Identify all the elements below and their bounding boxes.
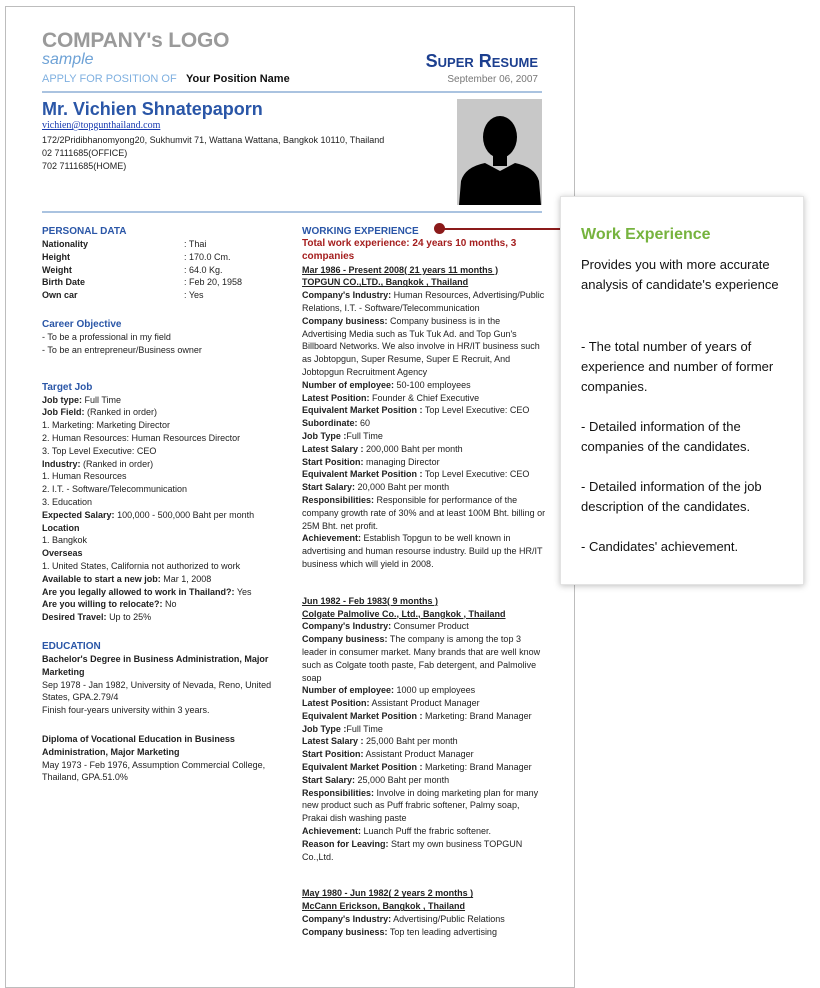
value: managing Director xyxy=(366,456,440,467)
value: Full Time xyxy=(346,723,383,734)
callout-dot-icon xyxy=(434,223,445,234)
target-industry xyxy=(42,458,282,471)
label: Equivalent Market Position : xyxy=(302,469,423,480)
total-experience: Total work experience: 24 years 10 months, 3 companies xyxy=(302,238,517,262)
label: Achievement: xyxy=(302,533,362,544)
target-overseas-label: Overseas xyxy=(42,548,83,559)
callout-connector xyxy=(440,228,562,230)
list-item: 3. Education xyxy=(42,496,93,507)
candidate-photo xyxy=(457,99,542,205)
resume-page xyxy=(5,6,575,988)
education-title: EDUCATION xyxy=(42,640,101,652)
career-objective-title: Career Objective xyxy=(42,318,122,330)
candidate-address: 172/2Pridibhanomyong20, Sukhumvit 71, Wattana Wattana, Bangkok 10110, Thailand xyxy=(42,135,385,145)
value: Establish Topgun to be well known in advertising and human resourse industry. Build up the HR/IT business which will yield in 2008. xyxy=(302,533,543,569)
job-field xyxy=(302,379,546,392)
target-overseas: 1. United States, California not authorized to work xyxy=(42,560,241,571)
job-field xyxy=(302,289,546,315)
job-field xyxy=(302,468,546,481)
target-job-type xyxy=(42,394,282,407)
label: Industry: xyxy=(42,458,81,469)
value: Mar 1, 2008 xyxy=(163,573,212,584)
education-detail: Sep 1978 - Jan 1982, University of Nevada, Reno, United States, GPA.2.79/4 xyxy=(42,679,272,703)
job-period: May 1980 - Jun 1982( 2 years 2 months ) xyxy=(302,888,474,899)
work-experience-callout xyxy=(560,196,804,585)
value: Assistant Product Manager xyxy=(371,698,480,709)
target-location-label: Location xyxy=(42,522,80,533)
value: Yes xyxy=(236,586,252,597)
label: Job type: xyxy=(42,394,83,405)
education-degree: Bachelor's Degree in Business Administration, Major Marketing xyxy=(42,653,269,677)
value: Marketing: Brand Manager xyxy=(425,762,532,773)
label: Latest Position: xyxy=(302,392,370,403)
label: Job Type : xyxy=(302,430,347,441)
label: Company business: xyxy=(302,315,388,326)
label: Company's Industry: xyxy=(302,914,392,925)
job-field xyxy=(302,761,546,774)
personal-row xyxy=(42,289,282,302)
personal-row xyxy=(42,264,282,277)
label: Achievement: xyxy=(302,826,362,837)
value: Founder & Chief Executive xyxy=(372,392,480,403)
value: The company is among the top 3 leader in consumer market. Many brands that are well know such as Colgate tooth paste, Fab detergent, and Palmolive soap xyxy=(302,634,541,683)
label: Start Salary: xyxy=(302,482,356,493)
label: Start Position: xyxy=(302,456,364,467)
job-field xyxy=(302,417,546,430)
value: 60 xyxy=(360,418,371,429)
personal-value: : 170.0 Cm. xyxy=(184,251,231,262)
label: Responsibilities: xyxy=(302,494,375,505)
job-field xyxy=(302,443,546,456)
value: Advertising/Public Relations xyxy=(393,914,505,925)
label: Latest Salary : xyxy=(302,736,364,747)
job-field xyxy=(302,481,546,494)
job-field xyxy=(302,532,546,570)
target-salary xyxy=(42,509,282,522)
list-item: 3. Top Level Executive: CEO xyxy=(42,445,157,456)
person-silhouette-icon xyxy=(457,99,542,205)
working-experience-title: WORKING EXPERIENCE xyxy=(302,226,419,237)
label: Equivalent Market Position : xyxy=(302,762,423,773)
target-travel xyxy=(42,611,282,624)
job-field xyxy=(302,825,546,838)
label: Latest Salary : xyxy=(302,443,364,454)
value: (Ranked in order) xyxy=(87,407,158,418)
section-divider xyxy=(42,211,542,213)
label: Subordinate: xyxy=(302,418,358,429)
right-column xyxy=(302,225,546,939)
value: Assistant Product Manager xyxy=(365,749,474,760)
job-period: Jun 1982 - Feb 1983( 9 months ) xyxy=(302,595,439,606)
job-field xyxy=(302,913,546,926)
personal-key: Own car xyxy=(42,290,78,301)
personal-key: Height xyxy=(42,251,70,262)
candidate-phone-office: 02 7111685(OFFICE) xyxy=(42,148,128,158)
job-field xyxy=(302,633,546,684)
list-item: 1. Human Resources xyxy=(42,471,127,482)
personal-row xyxy=(42,251,282,264)
label: Are you legally allowed to work in Thailand?: xyxy=(42,586,235,597)
job-field xyxy=(302,710,546,723)
label: Latest Position: xyxy=(302,698,370,709)
callout-point: - Candidates' achievement. xyxy=(581,539,739,554)
personal-value: : Yes xyxy=(184,290,204,301)
job-company: McCann Erickson, Bangkok , Thailand xyxy=(302,901,466,912)
job-field xyxy=(302,620,546,633)
label: Job Field: xyxy=(42,407,85,418)
candidate-contact xyxy=(42,134,384,173)
value: Company business is in the Advertising Media such as Tuk Tuk Ad. and Top Gun's Billboard Networks. We also involve in HR/IT business such as Jobtopgun, Super Resume, Super E Recruit, And Jobtopgun Recruitment Agency xyxy=(302,315,540,377)
label: Start Salary: xyxy=(302,774,356,785)
callout-point: - Detailed information of the job description of the candidates. xyxy=(581,479,762,514)
label: Equivalent Market Position : xyxy=(302,710,423,721)
personal-data-table xyxy=(42,238,282,302)
value: Full Time xyxy=(84,394,122,405)
label: Company business: xyxy=(302,634,388,645)
value: Full Time xyxy=(346,430,383,441)
label: Equivalent Market Position : xyxy=(302,405,423,416)
personal-value: : Feb 20, 1958 xyxy=(184,277,243,288)
label: Company business: xyxy=(302,926,388,937)
education-degree: Diploma of Vocational Education in Business Administration, Major Marketing xyxy=(42,733,235,757)
value: 200,000 Baht per month xyxy=(366,443,463,454)
label: Start Position: xyxy=(302,749,364,760)
value: 25,000 Baht per month xyxy=(366,736,458,747)
value: 1000 up employees xyxy=(396,685,476,696)
label: Company's Industry: xyxy=(302,290,392,301)
value: Top Level Executive: CEO xyxy=(424,469,530,480)
label: Number of employee: xyxy=(302,685,395,696)
label: Available to start a new job: xyxy=(42,573,161,584)
value: 20,000 Baht per month xyxy=(357,482,450,493)
left-column xyxy=(42,225,282,784)
callout-point: - The total number of years of experience and number of former companies. xyxy=(581,339,774,394)
value: Consumer Product xyxy=(393,621,469,632)
job-period: Mar 1986 - Present 2008( 21 years 11 months ) xyxy=(302,264,499,275)
target-job-title: Target Job xyxy=(42,381,93,393)
personal-key: Birth Date xyxy=(42,277,86,288)
personal-row xyxy=(42,238,282,251)
candidate-phone-home: 702 7111685(HOME) xyxy=(42,161,127,171)
job-field xyxy=(302,748,546,761)
job-company: Colgate Palmolive Co., Ltd., Bangkok , Thailand xyxy=(302,608,506,619)
job-field xyxy=(302,723,546,736)
label: Number of employee: xyxy=(302,379,395,390)
value: Top Level Executive: CEO xyxy=(424,405,530,416)
job-field xyxy=(302,787,546,825)
objective-item: - To be a professional in my field xyxy=(42,331,171,342)
callout-description: Provides you with more accurate analysis of candidate's experience xyxy=(581,257,779,292)
candidate-email-link[interactable]: vichien@topgunthailand.com xyxy=(42,120,161,131)
job-field xyxy=(302,684,546,697)
list-item: 2. I.T. - Software/Telecommunication xyxy=(42,484,188,495)
job-field xyxy=(302,494,546,532)
label: Are you willing to relocate?: xyxy=(42,599,163,610)
apply-position-label: APPLY FOR POSITION OF xyxy=(42,73,177,85)
personal-value: : 64.0 Kg. xyxy=(184,264,223,275)
value: Start my own business TOPGUN Co.,Ltd. xyxy=(302,838,523,862)
label: Responsibilities: xyxy=(302,787,375,798)
label: Expected Salary: xyxy=(42,509,115,520)
target-legal xyxy=(42,586,282,599)
objective-item: - To be an entrepreneur/Business owner xyxy=(42,344,202,355)
value: 50-100 employees xyxy=(396,379,471,390)
job-field xyxy=(302,315,546,379)
target-job-field xyxy=(42,406,282,419)
personal-data-title: PERSONAL DATA xyxy=(42,226,127,237)
value: Marketing: Brand Manager xyxy=(425,710,532,721)
education-note: Finish four-years university within 3 years. xyxy=(42,705,210,716)
value: 25,000 Baht per month xyxy=(357,774,450,785)
job-field xyxy=(302,697,546,710)
job-field xyxy=(302,392,546,405)
label: Desired Travel: xyxy=(42,612,107,623)
job-field xyxy=(302,774,546,787)
apply-position-value: Your Position Name xyxy=(186,73,290,85)
job-field xyxy=(302,735,546,748)
job-field xyxy=(302,456,546,469)
job-company: TOPGUN CO.,LTD., Bangkok , Thailand xyxy=(302,277,469,288)
list-item: 2. Human Resources: Human Resources Director xyxy=(42,432,241,443)
value: (Ranked in order) xyxy=(83,458,154,469)
resume-date: September 06, 2007 xyxy=(447,74,538,85)
job-field xyxy=(302,838,546,864)
value: Human Resources, Advertising/Public Relations, I.T. - Software/Telecommunication xyxy=(302,290,545,313)
personal-key: Nationality xyxy=(42,239,89,249)
value: Up to 25% xyxy=(109,612,152,623)
label: Job Type : xyxy=(302,723,347,734)
personal-row xyxy=(42,276,282,289)
job-field xyxy=(302,404,546,417)
target-location: 1. Bangkok xyxy=(42,535,88,546)
education-detail: May 1973 - Feb 1976, Assumption Commercial College, Thailand, GPA.51.0% xyxy=(42,759,266,783)
target-relocate xyxy=(42,598,282,611)
personal-value: : Thai xyxy=(184,239,207,249)
callout-point: - Detailed information of the companies of the candidates. xyxy=(581,419,751,454)
company-logo-sample: sample xyxy=(42,51,94,68)
value: 100,000 - 500,000 Baht per month xyxy=(117,509,255,520)
candidate-name: Mr. Vichien Shnatepaporn xyxy=(42,99,263,119)
personal-key: Weight xyxy=(42,264,72,275)
label: Company's Industry: xyxy=(302,621,392,632)
value: Luanch Puff the frabric softener. xyxy=(363,826,491,837)
label: Reason for Leaving: xyxy=(302,838,389,849)
target-available xyxy=(42,573,282,586)
brand-logo: Super Resume xyxy=(425,51,538,71)
job-field xyxy=(302,926,546,939)
value: No xyxy=(165,599,177,610)
value: Involve in doing marketing plan for many new product such as Puff frabric softener, Palmy soap, Prakai dish washing paste xyxy=(302,787,539,824)
header-divider xyxy=(42,91,542,93)
job-field xyxy=(302,430,546,443)
value: Top ten leading advertising xyxy=(389,926,497,937)
list-item: 1. Marketing: Marketing Director xyxy=(42,420,171,431)
callout-title: Work Experience xyxy=(581,226,711,243)
company-logo-title: COMPANY's LOGO xyxy=(42,29,230,52)
value: Responsible for performance of the company growth rate of 30% and at least 100M Bht. billing or 25M Bht. net profit. xyxy=(302,494,546,531)
